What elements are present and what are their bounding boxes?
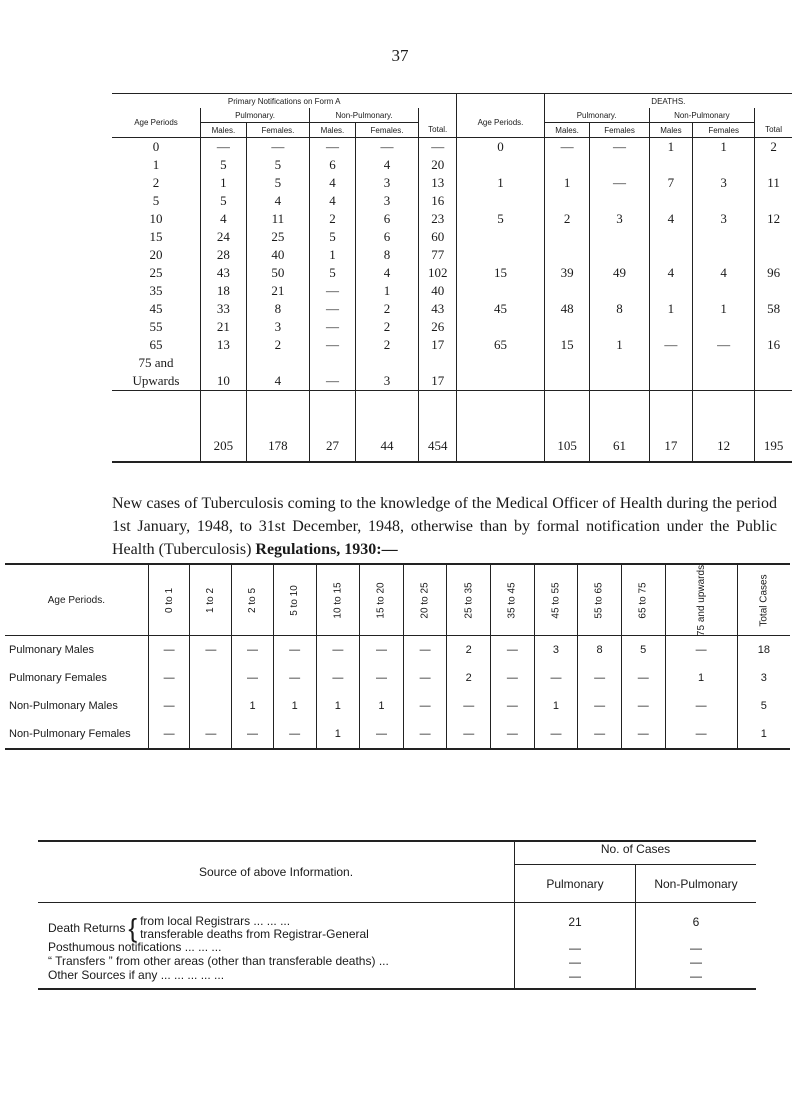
other-sources-label: Other Sources if any ... ... ... ... ... bbox=[38, 969, 515, 989]
non-pulmonary-right-header: Non-Pulmonary bbox=[649, 108, 755, 123]
col-header: 55 to 65 bbox=[594, 581, 606, 619]
death-returns-cell: Death Returns { from local Registrars ... ... ... transferable deaths from Registrar-General bbox=[48, 913, 369, 943]
pulmonary-right-header: Pulmonary. bbox=[544, 108, 649, 123]
col-header: 2 to 5 bbox=[247, 587, 258, 613]
death-returns-pulmonary: 21 bbox=[515, 903, 636, 942]
col-header: 20 to 25 bbox=[419, 581, 431, 619]
age-periods-header: Age Periods. bbox=[5, 564, 148, 636]
paragraph-bold: Regulations, 1930:— bbox=[255, 541, 398, 558]
col-header: 10 to 15 bbox=[332, 581, 344, 619]
table-row: 1 5 5 6 4 20 bbox=[112, 156, 792, 174]
table-row: Pulmonary Males — — — — — — — 2 — 3 8 5 — 18 bbox=[5, 636, 790, 665]
non-pulmonary-header: Non-Pulmonary. bbox=[310, 108, 419, 123]
col-header: 5 to 10 bbox=[289, 584, 301, 616]
source-header: Source of above Information. bbox=[38, 841, 515, 903]
table-row: 25 43 50 5 4 102 15 39 49 4 4 96 bbox=[112, 264, 792, 282]
col-header: 0 to 1 bbox=[163, 587, 175, 613]
table-row: 75 and bbox=[112, 354, 792, 372]
paragraph-text: New cases of Tuberculosis coming to the knowledge of the Medical Officer of Health during the period 1st January, 1948, to 31st December, 1948, otherwise than by formal notification under the Public Health (Tuberculosis) bbox=[112, 495, 777, 558]
table-row: 0 — — — — — 0 — — 1 1 2 bbox=[112, 138, 792, 157]
local-registrars-label: from local Registrars ... ... ... bbox=[140, 914, 291, 928]
deaths-header: DEATHS. bbox=[544, 94, 792, 109]
pulmonary-header: Pulmonary bbox=[515, 865, 636, 903]
table-row: 2 1 5 4 3 13 1 1 — 7 3 11 bbox=[112, 174, 792, 192]
col-header: 75 and upwards bbox=[695, 564, 707, 636]
paragraph bbox=[112, 492, 777, 561]
total-header: Total. bbox=[419, 123, 457, 138]
d-np-males-header: Males bbox=[649, 123, 693, 138]
table-row: 35 18 21 — 1 40 bbox=[112, 282, 792, 300]
age-periods-header: Age Periods bbox=[134, 118, 178, 127]
table-row: Upwards 10 4 — 3 17 bbox=[112, 372, 792, 391]
death-returns-label: Death Returns bbox=[48, 920, 126, 935]
no-of-cases-header: No. of Cases bbox=[515, 841, 757, 865]
table-row: 5 5 4 4 3 16 bbox=[112, 192, 792, 210]
col-header: 65 to 75 bbox=[637, 581, 649, 619]
table-row: 65 13 2 — 2 17 65 15 1 — — 16 bbox=[112, 336, 792, 354]
transfers-label: “ Transfers ” from other areas (other than transferable deaths) ... bbox=[48, 954, 389, 968]
d-np-females-header: Females bbox=[693, 123, 755, 138]
col-header: 15 to 20 bbox=[375, 581, 387, 619]
d-females-header: Females bbox=[590, 123, 649, 138]
death-returns-non-pulmonary: 6 bbox=[636, 903, 757, 942]
primary-notifications-header: Primary Notifications on Form A bbox=[112, 94, 457, 109]
col-header: 35 to 45 bbox=[506, 581, 518, 619]
table-row: 15 24 25 5 6 60 bbox=[112, 228, 792, 246]
np-males-header: Males. bbox=[310, 123, 356, 138]
females-header: Females. bbox=[246, 123, 309, 138]
transferable-deaths-label: transferable deaths from Registrar-General bbox=[140, 927, 369, 941]
age-periods-right-header: Age Periods. bbox=[457, 108, 544, 138]
np-females-header: Females. bbox=[355, 123, 418, 138]
table-row: Non-Pulmonary Females — — — — 1 — — — — — — — — 1 bbox=[5, 720, 790, 749]
new-cases-table bbox=[5, 563, 790, 750]
table-row: Pulmonary Females — — — — — — 2 — — — — 1 3 bbox=[5, 664, 790, 692]
table-row: Non-Pulmonary Males — 1 1 1 1 — — — 1 — — — 5 bbox=[5, 692, 790, 720]
col-header: 45 to 55 bbox=[550, 581, 562, 619]
posthumous-label: Posthumous notifications ... ... ... bbox=[48, 940, 222, 954]
d-total-header: Total bbox=[755, 123, 792, 138]
d-males-header: Males. bbox=[544, 123, 590, 138]
col-header: 25 to 35 bbox=[463, 581, 475, 619]
non-pulmonary-header: Non-Pulmonary bbox=[636, 865, 757, 903]
notifications-deaths-table bbox=[112, 93, 792, 463]
table-row: 55 21 3 — 2 26 bbox=[112, 318, 792, 336]
males-header: Males. bbox=[200, 123, 246, 138]
col-header: Total Cases bbox=[758, 573, 770, 627]
table-row: 10 4 11 2 6 23 5 2 3 4 3 12 bbox=[112, 210, 792, 228]
col-header: 1 to 2 bbox=[205, 587, 217, 613]
table-row: 45 33 8 — 2 43 45 48 8 1 1 58 bbox=[112, 300, 792, 318]
totals-row: 205 178 27 44 454 105 61 17 12 195 bbox=[112, 431, 792, 462]
table-row: 20 28 40 1 8 77 bbox=[112, 246, 792, 264]
page-number: 37 bbox=[391, 46, 409, 65]
pulmonary-header: Pulmonary. bbox=[200, 108, 309, 123]
source-table: Source of above Information. No. of Cases Pulmonary Non-Pulmonary Death Returns { from local Registrars ... ... ... transferable deaths from Registrar-General 21 6 Posthumous notifications ... ... ... — — “ Transfers ” from other areas (other than transferable deaths) ... — — Other Sources if any ... ... ... ... ... — — bbox=[38, 840, 756, 990]
